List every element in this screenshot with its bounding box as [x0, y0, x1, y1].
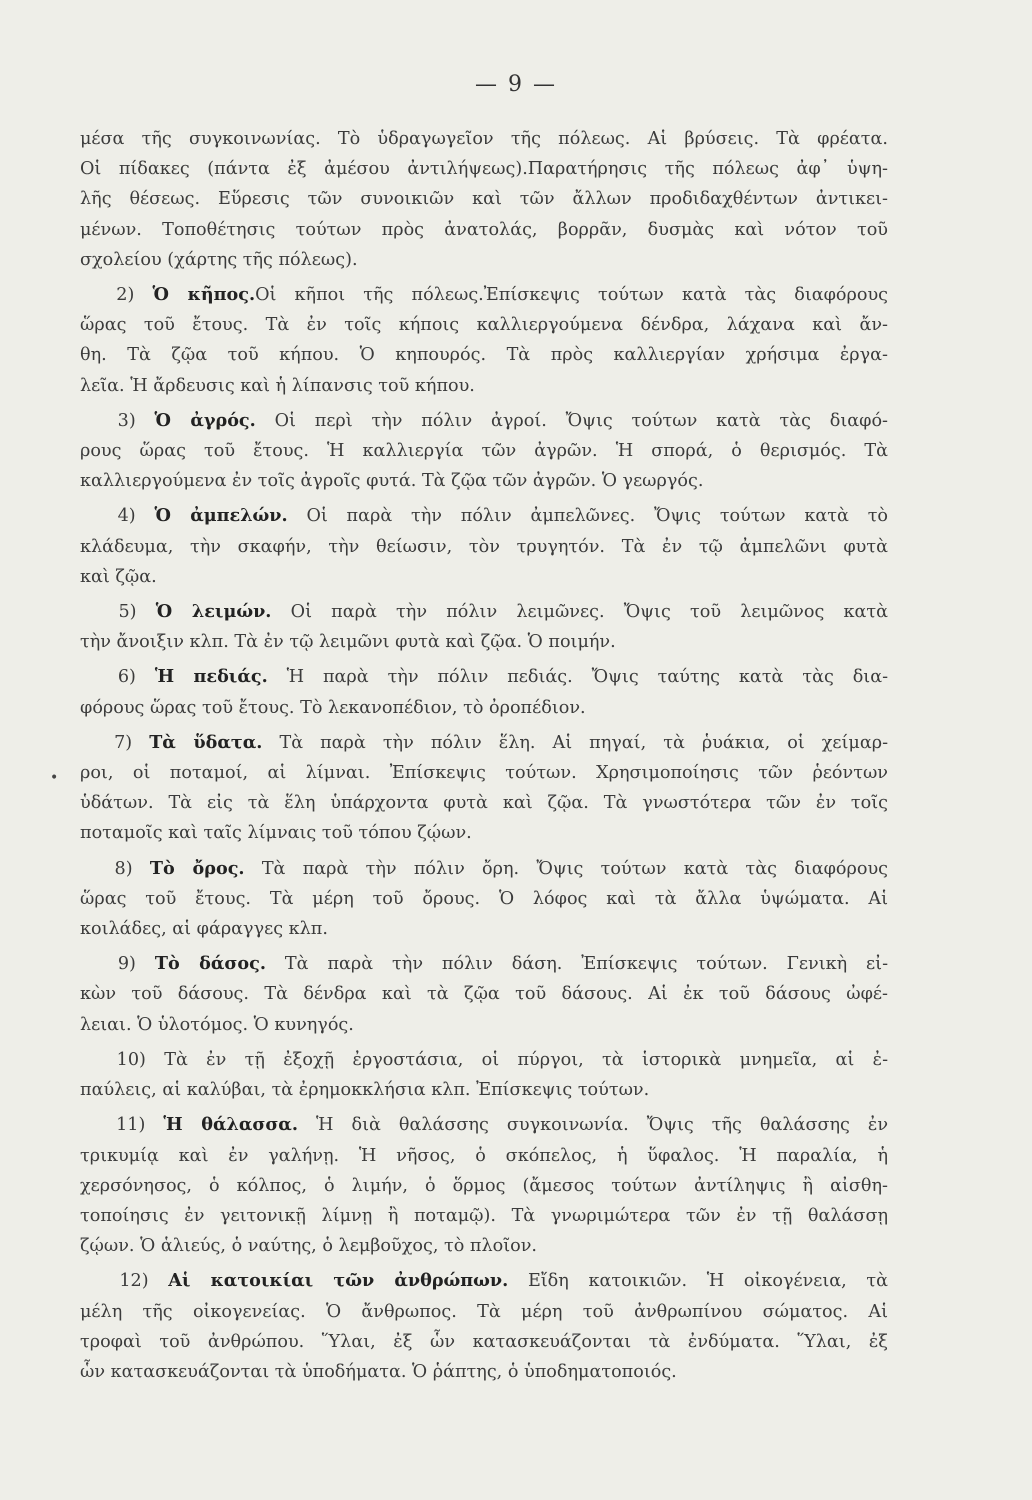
text-line: ζῴων. Ὁ ἁλιεύς, ὁ ναύτης, ὁ λεμβοῦχος, τὸ πλοῖον. [80, 1236, 538, 1257]
section-waters [80, 728, 888, 849]
text-line [80, 1110, 888, 1140]
section-number: 6) [117, 667, 136, 688]
text-line: κλάδευμα, τὴν σκαφήν, τὴν θείωσιν, τὸν τρυγητόν. Τὰ ἐν τῷ ἀμπελῶνι φυτὰ [80, 536, 888, 557]
text-line: κοιλάδες, αἱ φάραγγες κλπ. [80, 919, 328, 940]
section-heading: Ἡ πεδιάς. [154, 666, 268, 688]
page-body [80, 124, 888, 1387]
text-line [80, 406, 888, 436]
text-line: σχολείου (χάρτης τῆς πόλεως). [80, 249, 358, 270]
section-mountain [80, 854, 888, 945]
text-line: ὥρας τοῦ ἔτους. Τὰ μέρη τοῦ ὄρους. Ὁ λόφος καὶ τὰ ἄλλα ὑψώματα. Αἱ [80, 888, 888, 909]
section-heading: Ὁ λειμών. [155, 601, 272, 623]
section-heading: Τὰ ὕδατα. [149, 731, 263, 753]
section-number: 4) [117, 506, 136, 527]
text-line: ὥρας τοῦ ἔτους. Τὰ ἐν τοῖς κήποις καλλιεργούμενα δένδρα, λάχανα καὶ ἄν- [80, 315, 888, 336]
section-heading: Ὁ ἀμπελών. [154, 505, 288, 527]
page-number: — 9 — [475, 72, 557, 97]
text-line: καὶ ζῷα. [80, 566, 157, 587]
text-line: λεῖα. Ἡ ἄρδευσις καὶ ἡ λίπανσις τοῦ κήπου. [80, 375, 475, 396]
section-heading: Ἡ θάλασσα. [163, 1114, 298, 1136]
section-number: 8) [114, 858, 133, 879]
text-line [80, 1266, 888, 1296]
section-plain [80, 662, 888, 722]
text-line: ὑδάτων. Τὰ εἰς τὰ ἕλη ὑπάρχοντα φυτὰ καὶ ζῷα. Τὰ γνωστότερα τῶν ἐν τοῖς [80, 793, 888, 814]
text-span: Τὰ παρὰ τὴν πόλιν ὄρη. Ὄψις τούτων κατὰ τὰς διαφόρους [261, 858, 889, 879]
section-vineyard [80, 501, 888, 592]
text-line: καλλιεργούμενα ἐν τοῖς ἀγροῖς φυτά. Τὰ ζῷα τῶν ἀγρῶν. Ὁ γεωργός. [80, 471, 704, 492]
text-span: Τὰ παρὰ τὴν πόλιν ἕλη. Αἱ πηγαί, τὰ ῥυάκια, οἱ χείμαρ- [279, 732, 889, 753]
text-line: μένων. Τοποθέτησις τούτων πρὸς ἀνατολάς, βορρᾶν, δυσμὰς καὶ νότον τοῦ [80, 219, 888, 240]
text-line: ροι, οἱ ποταμοί, αἱ λίμναι. Ἐπίσκεψις τούτων. Χρησιμοποίησις τῶν ῥεόντων [80, 763, 888, 784]
text-line: τροφαὶ τοῦ ἀνθρώπου. Ὕλαι, ἐξ ὧν κατασκευάζονται τὰ ἐνδύματα. Ὕλαι, ἐξ [80, 1331, 888, 1352]
section-forest [80, 949, 888, 1040]
section-heading: Ὁ κῆπος. [152, 284, 256, 306]
text-line [80, 728, 888, 758]
section-heading: Αἱ κατοικίαι τῶν ἀνθρώπων. [168, 1270, 509, 1292]
section-number: 3) [117, 410, 136, 431]
text-line: λῆς θέσεως. Εὕρεσις τῶν συνοικιῶν καὶ τῶν ἄλλων προδιδαχθέντων ἀντικει- [80, 189, 888, 210]
text-span: Ἡ διὰ θαλάσσης συγκοινωνία. Ὄψις τῆς θαλάσσης ἐν [316, 1115, 889, 1136]
section-number: 5) [118, 602, 137, 623]
section-number: 10) [116, 1049, 146, 1070]
text-line [80, 662, 888, 692]
section-heading: Ὁ ἀγρός. [154, 409, 256, 431]
text-line: φόρους ὥρας τοῦ ἔτους. Τὸ λεκανοπέδιον, τὸ ὀροπέδιον. [80, 697, 586, 718]
text-span: Οἱ περὶ τὴν πόλιν ἀγροί. Ὄψις τούτων κατὰ τὰς διαφό- [274, 410, 888, 431]
text-span: Τὰ ἐν τῇ ἐξοχῇ ἐργοστάσια, οἱ πύργοι, τὰ ἱστορικὰ μνημεῖα, αἱ ἐ- [164, 1049, 889, 1070]
text-line: Οἱ πίδακες (πάντα ἐξ ἀμέσου ἀντιλήψεως).Παρατήρησις τῆς πόλεως ἀφ᾽ ὑψη- [80, 159, 888, 180]
section-field [80, 406, 888, 497]
text-line: χερσόνησος, ὁ κόλπος, ὁ λιμήν, ὁ ὅρμος (ἄμεσος τούτων ἀντίληψις ἢ αἰσθη- [80, 1175, 888, 1196]
text-span: Τὰ παρὰ τὴν πόλιν δάση. Ἐπίσκεψις τούτων. Γενικὴ εἰ- [284, 954, 889, 975]
margin-mark: • [50, 770, 59, 786]
paragraph-intro [80, 124, 888, 275]
section-number: 2) [116, 285, 135, 306]
text-line: ποταμοῖς καὶ ταῖς λίμναις τοῦ τόπου ζῴων. [80, 823, 472, 844]
text-line: τοποίησις ἐν γειτονικῇ λίμνῃ ἢ ποταμῷ). Τὰ γνωριμώτερα τῶν ἐν τῇ θαλάσσῃ [80, 1205, 888, 1226]
text-span: Οἱ παρὰ τὴν πόλιν ἀμπελῶνες. Ὄψις τούτων κατὰ τὸ [306, 506, 889, 527]
text-span: Ἡ παρὰ τὴν πόλιν πεδιάς. Ὄψις ταύτης κατὰ τὰς δια- [286, 667, 889, 688]
text-line [80, 280, 888, 310]
section-countryside [80, 1045, 888, 1105]
text-line: παύλεις, αἱ καλύβαι, τὰ ἐρημοκκλήσια κλπ. Ἐπίσκεψις τούτων. [80, 1080, 650, 1101]
text-line: τὴν ἄνοιξιν κλπ. Τὰ ἐν τῷ λειμῶνι φυτὰ καὶ ζῷα. Ὁ ποιμήν. [80, 632, 616, 653]
section-heading: Τὸ ὄρος. [149, 857, 245, 879]
text-line [80, 597, 888, 627]
text-line: ὧν κατασκευάζονται τὰ ὑποδήματα. Ὁ ῥάπτης, ὁ ὑποδηματοποιός. [80, 1361, 677, 1382]
section-meadow [80, 597, 888, 657]
text-line: μέλη τῆς οἰκογενείας. Ὁ ἄνθρωπος. Τὰ μέρη τοῦ ἀνθρωπίνου σώματος. Αἱ [80, 1301, 888, 1322]
section-number: 12) [119, 1271, 149, 1292]
text-line [80, 949, 888, 979]
section-garden [80, 280, 888, 401]
text-line [80, 854, 888, 884]
text-line: λειαι. Ὁ ὑλοτόμος. Ὁ κυνηγός. [80, 1014, 354, 1035]
text-line: τρικυμίᾳ καὶ ἐν γαλήνῃ. Ἡ νῆσος, ὁ σκόπελος, ἡ ὕφαλος. Ἡ παραλία, ἡ [80, 1145, 888, 1166]
section-number: 7) [114, 732, 133, 753]
section-heading: Τὸ δάσος. [154, 953, 266, 975]
text-span: Εἴδη κατοικιῶν. Ἡ οἰκογένεια, τὰ [527, 1271, 889, 1292]
text-line [80, 1045, 888, 1075]
section-number: 11) [116, 1115, 146, 1136]
section-dwellings [80, 1266, 888, 1387]
text-line: κὼν τοῦ δάσους. Τὰ δένδρα καὶ τὰ ζῷα τοῦ δάσους. Αἱ ἐκ τοῦ δάσους ὠφέ- [80, 984, 888, 1005]
text-line: ρους ὥρας τοῦ ἔτους. Ἡ καλλιεργία τῶν ἀγρῶν. Ἡ σπορά, ὁ θερισμός. Τὰ [80, 441, 888, 462]
text-span: Οἱ παρὰ τὴν πόλιν λειμῶνες. Ὄψις τοῦ λειμῶνος κατὰ [290, 602, 889, 623]
text-line: μέσα τῆς συγκοινωνίας. Τὸ ὑδραγωγεῖον τῆς πόλεως. Αἱ βρύσεις. Τὰ φρέατα. [80, 129, 888, 149]
text-span: Οἱ κῆποι τῆς πόλεως.Ἐπίσκεψις τούτων κατὰ τὰς διαφόρους [255, 285, 889, 306]
text-line [80, 501, 888, 531]
text-line: θη. Τὰ ζῷα τοῦ κήπου. Ὁ κηπουρός. Τὰ πρὸς καλλιεργίαν χρήσιμα ἐργα- [80, 345, 888, 366]
section-number: 9) [117, 954, 136, 975]
section-sea [80, 1110, 888, 1261]
